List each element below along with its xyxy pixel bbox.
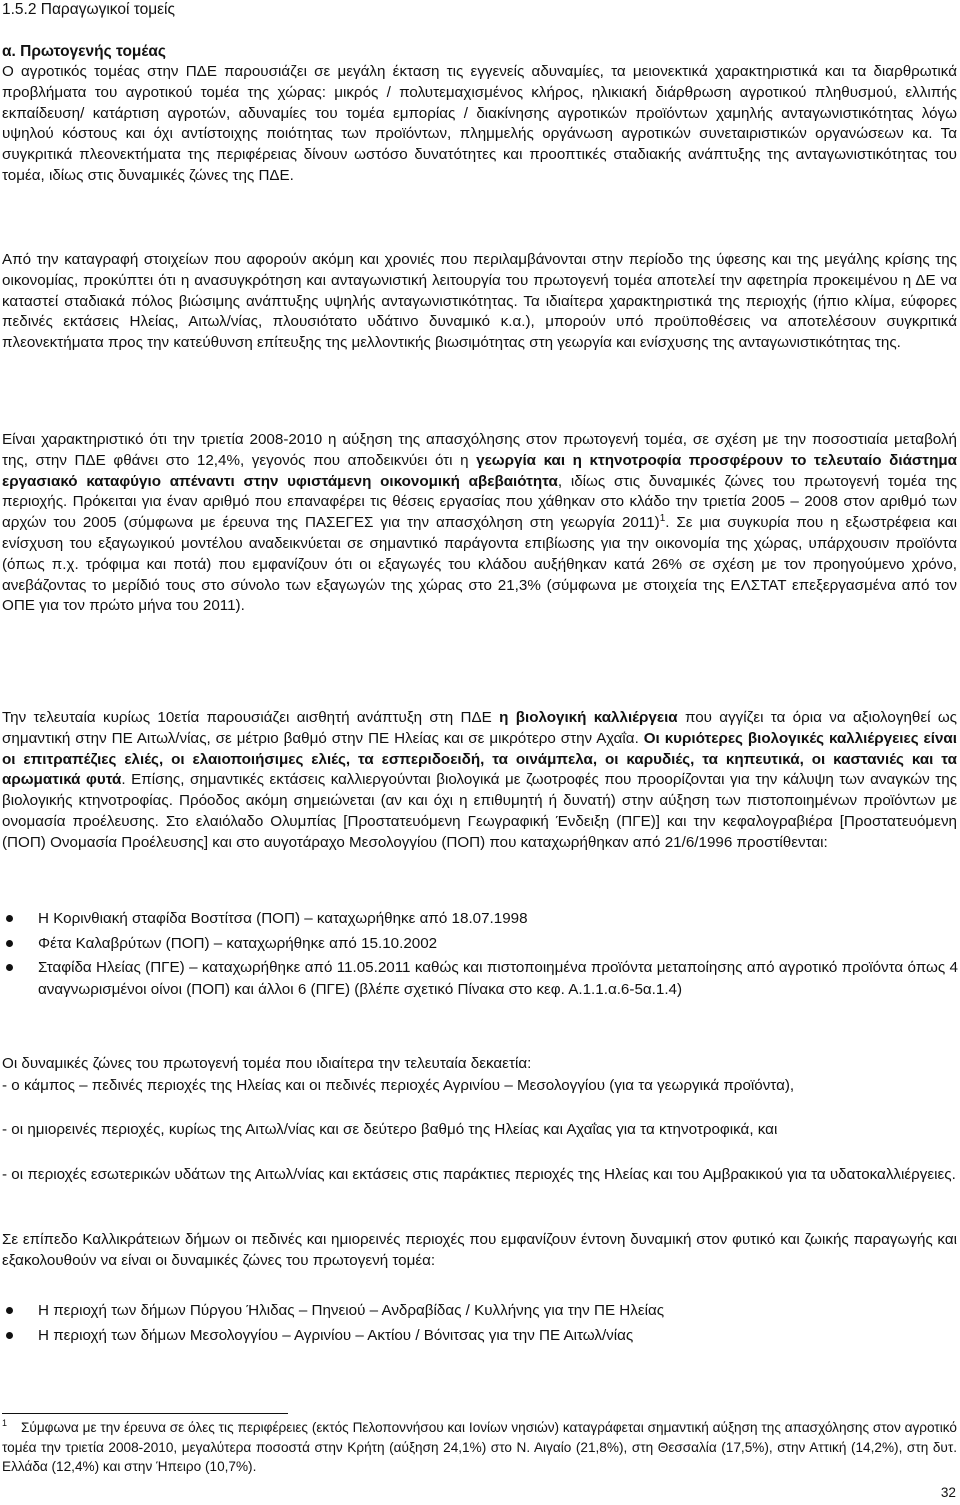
- paragraph-4-bold-b: Οι κυριότερες βιολογικές καλλιέργειες είναι οι επιτραπέζιες ελιές, οι ελαιοποιήσιμες ελιές, τα εσπεριδοειδή, τα οινάμπελα, οι καρυδιές, τα κηπευτικά, οι καστανιές και τα αρωματικά φυτά: [2, 729, 957, 789]
- footnote: [2, 1418, 957, 1477]
- bullet-icon: [6, 940, 13, 947]
- paragraph-3-bold: γεωργία και η κτηνοτροφία προσφέρουν το τελευταίο διάστημα εργασιακό καταφύγιο απέναντι στην υφιστάμενη οικονομική αβεβαιότητα: [2, 451, 957, 490]
- dynamic-zones-list: [0, 1300, 958, 1349]
- list-item: Η Κορινθιακή σταφίδα Βοστίτσα (ΠΟΠ) – καταχωρήθηκε από 18.07.1998: [0, 908, 958, 930]
- bullet-icon: [6, 915, 13, 922]
- footnote-text: Σύμφωνα με την έρευνα σε όλες τις περιφέρειες (εκτός Πελοποννήσου και Ιονίων νησιών) καταγράφεται σημαντική αύξηση της απασχόλησης στον αγροτικό τομέα την τριετία 2008-2010, μεγαλύτερα ποσοστά στην Κρήτη (αύξηση 24,1%) στο Ν. Αιγαίο (21,8%), στη Θεσσαλία (17,5%), στην Αττική (14,2%), στη δυτ. Ελλάδα (12,4%) και στην Ήπειρο (10,7%).: [2, 1420, 957, 1474]
- section-heading: 1.5.2 Παραγωγικοί τομείς: [2, 1, 175, 18]
- paragraph-4-bold-a: η βιολογική καλλιέργεια: [499, 709, 678, 726]
- paragraph-3-text-d: . Σε μια συγκυρία που η εξωστρέφεια και ενίσχυση του εξαγωγικού μοντέλου αναδεικνύεται σε σημαντικό παράγοντα επιβίωσης για την οικονομία της χώρας, υπάρχουσιν προϊόντα (όπως π.χ. τρόφιμα και ποτά) που εμφανίζουν ότι οι εξαγωγές του κλάδου αυξήθηκαν κατά 26% σε σχέση με τον προηγούμενο χρόνο, ανεβάζοντας το μερίδιό τους στο σύνολο των εξαγωγών της χώρας στο 21,3% (σύμφωνα με στοιχεία της ΕΛΣΤΑΤ επεξεργασμένα από τον ΟΠΕ για τον πρώτο μήνα του 2011).: [2, 514, 957, 615]
- page-number: 32: [940, 1485, 956, 1500]
- paragraph-5-line-2: - οι ημιορεινές περιοχές, κυρίως της Αιτωλ/νίας και σε δεύτερο βαθμό της Ηλείας και Αχαΐας για τα κτηνοτροφικά, και: [2, 1121, 778, 1138]
- paragraph-3: [2, 430, 957, 617]
- paragraph-3-text-a: Είναι χαρακτηριστικό ότι την τριετία 2008-2010 η αύξηση της απασχόλησης στον πρωτογενή τομέα, σε σχέση με την ποσοστιαία μεταβολή της, στην ΠΔΕ φθάνει στο 12,4%, γεγονός που αποδεικνύει ότι η: [2, 431, 957, 469]
- paragraph-4-text-c: που αγγίζει τα όρια να αξιολογηθεί ως σημαντική στην ΠΕ Αιτωλ/νίας, σε μέτριο βαθμό στην ΠΕ Ηλείας και σε μικρότερο στην Αχαΐα.: [2, 709, 957, 747]
- paragraph-1: Ο αγροτικός τομέας στην ΠΔΕ παρουσιάζει σε μεγάλη έκταση τις εγγενείς αδυναμίες, τα μειονεκτικά χαρακτηριστικά και τα διαρθρωτικά προβλήματα του αγροτικού τομέα της χώρας: μικρός / πολυτεμαχισμένος κλήρος, ηλικιακή διάρθρωση αγροτικού πληθυσμού, ελλιπής εκπαίδευση/ κατάρτιση αγροτών, αδυναμίες του τομέα εμπορίας / διακίνησης αγροτικών προϊόντων χαμηλής ανταγωνιστικότητας λόγω υψηλού κόστους και όχι αντίστοιχης ποιότητας των προϊόντων, πλημμελής οργάνωση αγροτικών συνεταιριστικών οργανώσεων κα. Τα συγκριτικά πλεονεκτήματα της περιφέρειας δίνουν ωστόσο δυνατότητες και προοπτικές σταδιακής ανάπτυξης της ανταγωνιστικότητας του τομέα, ιδίως στις δυναμικές ζώνες της ΠΔΕ.: [2, 63, 957, 184]
- paragraph-5-intro: Οι δυναμικές ζώνες του πρωτογενή τομέα που ιδιαίτερα την τελευταία δεκαετία:: [2, 1055, 532, 1072]
- paragraph-2: Από την καταγραφή στοιχείων που αφορούν ακόμη και χρονιές που περιλαμβάνονται στην περίοδο της ύφεσης και της μεγάλης κρίσης της οικονομίας, προκύπτει ότι η ανασυγκρότηση και ανταγωνιστική λειτουργία του πρωτογενή τομέα αποτελεί την αφετηρία προκειμένου η ΔΕ να καταστεί σταδιακά πόλος βιώσιμης ανάπτυξης υψηλής ανταγωνιστικότητας. Τα ιδιαίτερα χαρακτηριστικά της περιοχής (ήπιο κλίμα, εύφορες πεδινές εκτάσεις Ηλείας, Αιτωλ/νίας, πλουσιότατο υδάτινο δυναμικό κ.α.), μπορούν υπό προϋποθέσεις να αποτελέσουν συγκριτικά πλεονεκτήματα προς την κατεύθυνση επίτευξης της μελλοντικής βιωσιμότητας στη γεωργία και ενίσχυσης της ανταγωνιστικότητας της.: [2, 251, 957, 352]
- paragraph-6: Σε επίπεδο Καλλικράτειων δήμων οι πεδινές και ημιορεινές περιοχές που εμφανίζουν έντονη δυναμική στον φυτικό και ζωικής παραγωγής και εξακολουθούν να είναι οι δυναμικές ζώνες του πρωτογενή τομέα:: [2, 1231, 957, 1269]
- bullet-icon: [6, 1307, 13, 1314]
- paragraph-4: [2, 708, 957, 854]
- bullet-icon: [6, 964, 13, 971]
- certified-products-list: [0, 908, 958, 1003]
- list-item: Η περιοχή των δήμων Μεσολογγίου – Αγρινίου – Ακτίου / Βόνιτσας για την ΠΕ Αιτωλ/νίας: [0, 1325, 958, 1347]
- paragraph-4-text-e: . Επίσης, σημαντικές εκτάσεις καλλιεργούνται βιολογικά με ζωοτροφές που προορίζονται για την κάλυψη των αναγκών της βιολογικής κτηνοτροφίας. Πρόοδος ακόμη σημειώνεται (αν και όχι η επιθυμητή ή δυνατή) στην αύξηση των πιστοποιημένων προϊόντων με ονομασία προέλευσης. Στο ελαιόλαδο Ολυμπίας [Προστατευόμενη Γεωγραφική Ένδειξη (ΠΓΕ)] και την κεφαλογραβιέρα [Προστατευόμενη (ΠΟΠ) Ονομασία Προέλευσης] και στο αυγοτάραχο Μεσολογγίου (ΠΟΠ) που καταχωρήθηκαν από 21/6/1996 προστίθενται:: [2, 771, 957, 851]
- footnote-divider: [2, 1413, 288, 1414]
- paragraph-5-line-1: - ο κάμπος – πεδινές περιοχές της Ηλείας και οι πεδινές περιοχές Αγρινίου – Μεσολογγίου (για τα γεωργικά προϊόντα),: [2, 1077, 795, 1094]
- paragraph-4-text-a: Την τελευταία κυρίως 10ετία παρουσιάζει αισθητή ανάπτυξη στη ΠΔΕ: [2, 709, 500, 726]
- bullet-icon: [6, 1332, 13, 1339]
- subsection-heading: α. Πρωτογενής τομέας: [2, 43, 166, 60]
- list-item: Φέτα Καλαβρύτων (ΠΟΠ) – καταχωρήθηκε από 15.10.2002: [0, 933, 958, 955]
- paragraph-3-text-c: , ιδίως στις δυναμικές ζώνες του πρωτογενή τομέα της περιοχής. Πρόκειται για έναν αριθμό που επαναφέρει τις θέσεις εργασίας που χάθηκαν στο κλάδο την τριετία 2005 – 2008 στον αριθμό των αρχών του 2005 (σύμφωνα με έρευνα της ΠΑΣΕΓΕΣ για την απασχόληση στη γεωργία 2011): [2, 472, 957, 532]
- list-item: Η περιοχή των δήμων Πύργου Ήλιδας – Πηνειού – Ανδραβίδας / Κυλλήνης για την ΠΕ Ηλείας: [0, 1300, 958, 1322]
- footnote-mark: 1: [2, 1418, 8, 1429]
- list-item: Σταφίδα Ηλείας (ΠΓΕ) – καταχωρήθηκε από 11.05.2011 καθώς και πιστοποιημένα προϊόντα μεταποίησης από αγροτικό προϊόντα όπως 4 αναγνωρισμένοι οίνοι (ΠΟΠ) και άλλοι 6 (ΠΓΕ) (βλέπε σχετικό Πίνακα στο κεφ. Α.1.1.α.6-5α.1.4): [0, 957, 958, 1000]
- paragraph-5-line-3: - οι περιοχές εσωτερικών υδάτων της Αιτωλ/νίας και εκτάσεις στις παράκτιες περιοχές της Ηλείας και του Αμβρακικού για τα υδατοκαλλιέργειες.: [2, 1166, 956, 1183]
- footnote-reference[interactable]: 1: [659, 513, 666, 525]
